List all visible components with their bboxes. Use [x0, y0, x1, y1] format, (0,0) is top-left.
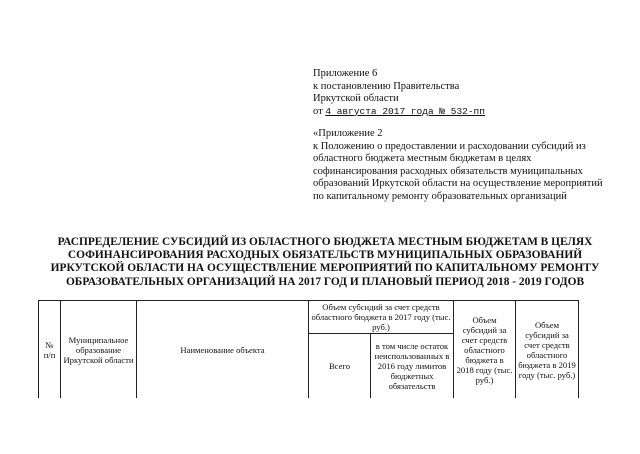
header-2017-including: в том числе остаток неиспользованных в 2016 году лимитов бюджетных обязательств	[371, 334, 454, 399]
page-crop-edge	[0, 398, 640, 454]
appendix-6-heading: Приложение 6	[313, 68, 378, 79]
document-title: РАСПРЕДЕЛЕНИЕ СУБСИДИЙ ИЗ ОБЛАСТНОГО БЮДЖЕТА МЕСТНЫМ БЮДЖЕТАМ В ЦЕЛЯХ СОФИНАНСИРОВАНИЯ РАСХОДНЫХ ОБЯЗАТЕЛЬСТВ МУНИЦИПАЛЬНЫХ ОБРАЗОВАНИЙ ИРКУТСКОЙ ОБЛАСТИ НА ОСУЩЕСТВЛЕНИЕ МЕРОПРИЯТИЙ ПО КАПИТАЛЬНОМУ РЕМОНТУ ОБРАЗОВАТЕЛЬНЫХ ОРГАНИЗАЦИЙ НА 2017 ГОД И ПЛАНОВЫЙ ПЕРИОД 2018 - 2019 ГОДОВ	[50, 236, 600, 288]
table-header-row	[39, 301, 579, 334]
header-2017-group: Объем субсидий за счет средств областного бюджета в 2017 году (тыс. руб.)	[309, 301, 454, 334]
header-object: Наименование объекта	[137, 301, 309, 399]
header-2017-total: Всего	[309, 334, 371, 399]
header-num: № п/п	[39, 301, 61, 399]
appendix-2-text: к Положению о предоставлении и расходовании субсидий из областного бюджета местным бюджетам в целях софинансирования расходных обязательств муниципальных образований Иркутской области на осуществление мероприятий по капитальному ремонту образовательных организаций	[313, 140, 603, 202]
header-2018: Объем субсидий за счет средств областного бюджета в 2018 году (тыс. руб.)	[454, 301, 516, 399]
date-prefix: от	[313, 105, 323, 117]
appendix-6-date-line	[313, 106, 623, 119]
appendix-2-heading: «Приложение 2	[313, 128, 383, 139]
resolution-date: 4 августа 2017 года № 532-пп	[325, 105, 485, 117]
subsidy-table	[38, 300, 579, 399]
appendix-6-region: Иркутской области	[313, 93, 399, 105]
header-municipality: Муниципальное образование Иркутской области	[61, 301, 137, 399]
appendix-2-block	[313, 128, 613, 204]
appendix-6-block	[313, 68, 623, 118]
header-2019: Объем субсидий за счет средств областного бюджета в 2019 году (тыс. руб.)	[516, 301, 579, 399]
appendix-6-resolution: к постановлению Правительства	[313, 80, 460, 92]
